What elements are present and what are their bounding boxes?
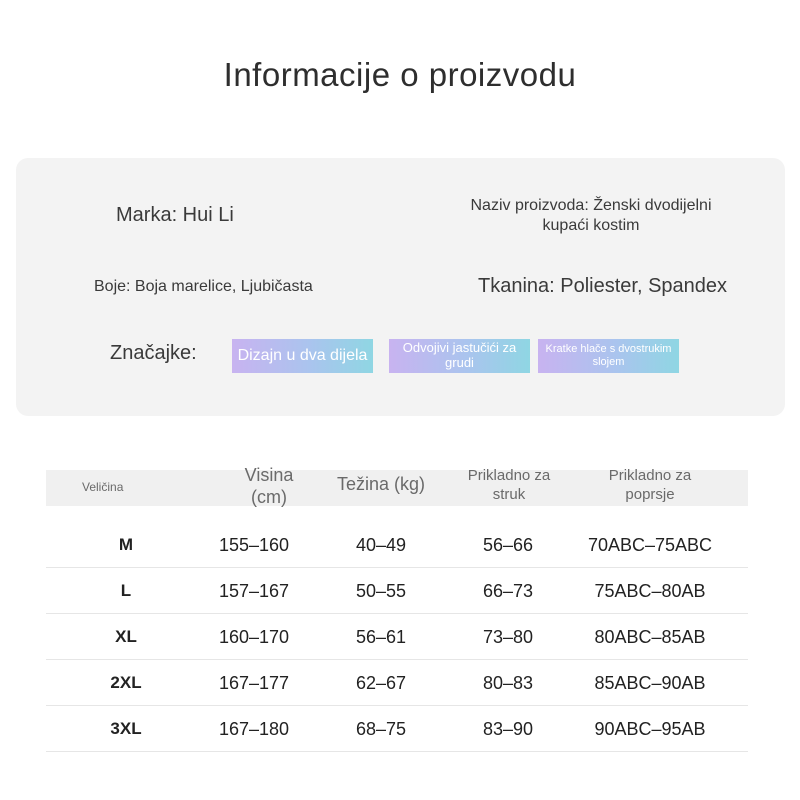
- cell-size: XL: [115, 627, 137, 646]
- cell-weight: 50–55: [355, 581, 407, 601]
- cell-height: 155–160: [218, 535, 290, 555]
- feature-tag-removable-pads: Odvojivi jastučići za grudi: [389, 339, 530, 373]
- features-label: Značajke:: [110, 342, 197, 364]
- cell-waist: 83–90: [482, 719, 534, 739]
- cell-height: 167–180: [218, 719, 290, 739]
- cell-height: 157–167: [218, 581, 290, 601]
- header-waist: Prikladno za struk: [467, 467, 551, 503]
- table-row: [46, 706, 748, 752]
- brand-text: Marka: Hui Li: [116, 204, 234, 226]
- cell-bust: 75ABC–80AB: [594, 581, 706, 601]
- table-row: [46, 522, 748, 568]
- cell-bust: 90ABC–95AB: [594, 719, 706, 739]
- product-info-panel: [16, 158, 785, 416]
- cell-size: 2XL: [110, 673, 142, 692]
- cell-bust: 80ABC–85AB: [594, 627, 706, 647]
- table-row: [46, 568, 748, 614]
- cell-bust: 70ABC–75ABC: [587, 535, 713, 555]
- cell-waist: 66–73: [482, 581, 534, 601]
- colors-text: Boje: Boja marelice, Ljubičasta: [94, 278, 313, 295]
- header-size: Veličina: [82, 480, 124, 494]
- feature-tag-two-piece: Dizajn u dva dijela: [232, 339, 373, 373]
- fabric-text: Tkanina: Poliester, Spandex: [478, 275, 728, 297]
- cell-waist: 80–83: [482, 673, 534, 693]
- cell-size: L: [120, 581, 132, 600]
- cell-weight: 40–49: [355, 535, 407, 555]
- cell-weight: 68–75: [355, 719, 407, 739]
- page-title: Informacije o proizvodu: [223, 56, 577, 93]
- cell-weight: 56–61: [355, 627, 407, 647]
- cell-waist: 56–66: [482, 535, 534, 555]
- feature-tag-double-layer-shorts: Kratke hlače s dvostrukim slojem: [538, 339, 679, 373]
- cell-size: 3XL: [110, 719, 142, 738]
- cell-height: 160–170: [218, 627, 290, 647]
- product-name-text: Naziv proizvoda: Ženski dvodijelni kupaći kostim: [470, 197, 712, 234]
- header-weight: Težina (kg): [336, 474, 426, 494]
- cell-size: M: [118, 535, 134, 554]
- cell-bust: 85ABC–90AB: [594, 673, 706, 693]
- header-bust: Prikladno za poprsje: [608, 467, 692, 503]
- table-row: [46, 660, 748, 706]
- cell-height: 167–177: [218, 673, 290, 693]
- cell-weight: 62–67: [355, 673, 407, 693]
- table-row: [46, 614, 748, 660]
- header-height: Visina (cm): [244, 465, 294, 507]
- cell-waist: 73–80: [482, 627, 534, 647]
- table-header-row: [46, 465, 748, 507]
